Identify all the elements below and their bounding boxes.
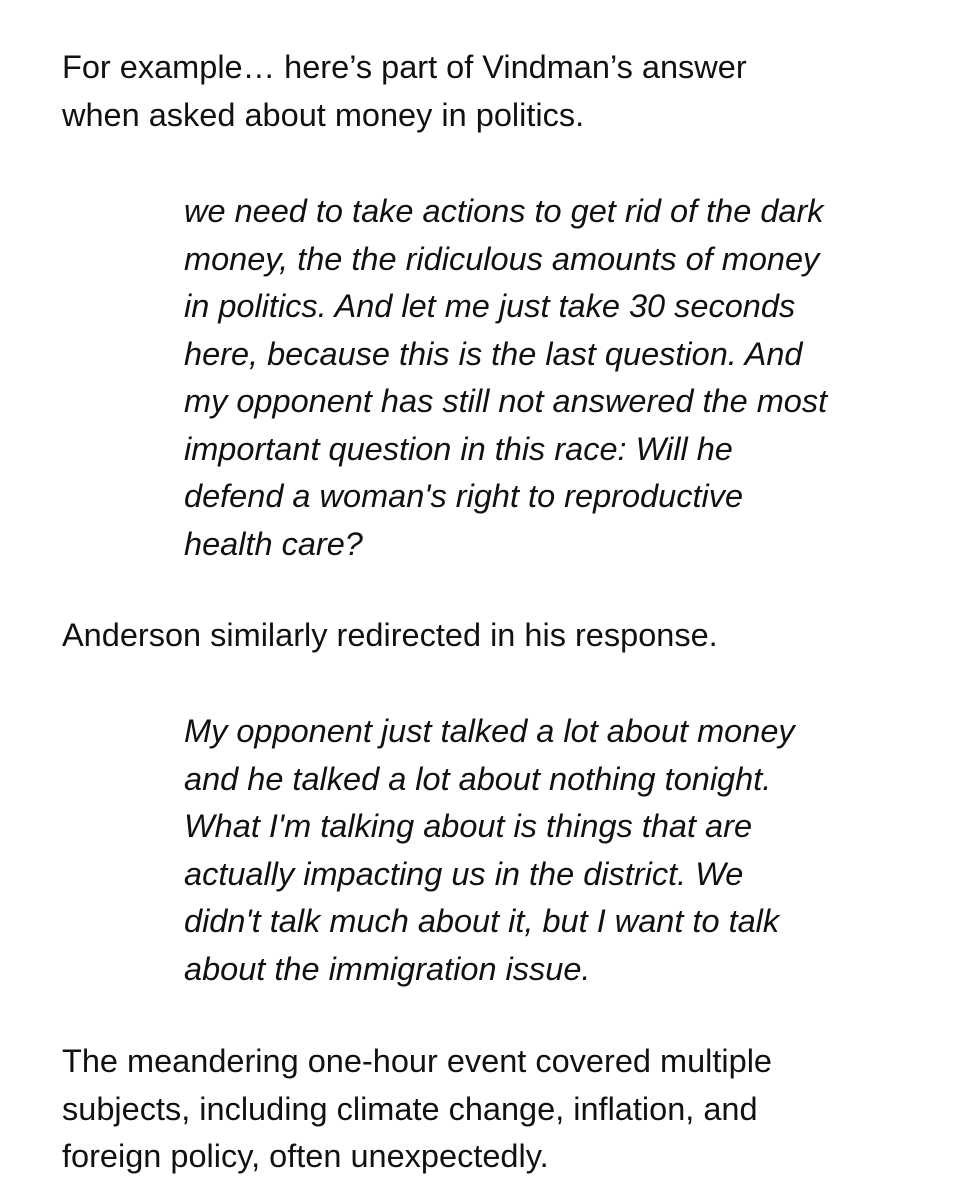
- quote-line: we need to take actions to get rid of the dark: [184, 193, 824, 229]
- quote-line: My opponent just talked a lot about money: [184, 713, 795, 749]
- text-line: when asked about money in politics.: [62, 96, 585, 133]
- text-line: Anderson similarly redirected in his response.: [62, 617, 718, 653]
- anderson-intro-paragraph: [62, 612, 922, 660]
- quote-line: important question in this race: Will he: [184, 430, 733, 467]
- text-line: The meandering one-hour event covered multiple: [62, 1043, 773, 1079]
- quote-line: about the immigration issue.: [184, 950, 591, 987]
- quote-line: in politics. And let me just take 30 seconds: [184, 288, 796, 324]
- anderson-quote: [184, 708, 944, 993]
- vindman-quote: [184, 188, 944, 568]
- quote-line: and he talked a lot about nothing tonight.: [184, 760, 772, 797]
- quote-line: defend a woman's right to reproductive: [184, 478, 744, 514]
- quote-line: What I'm talking about is things that are: [184, 808, 753, 844]
- text-line: subjects, including climate change, inflation, and: [62, 1090, 758, 1127]
- quote-line: actually impacting us in the district. We: [184, 855, 744, 892]
- quote-line: health care?: [184, 525, 363, 562]
- closing-paragraph: [62, 1038, 922, 1181]
- quote-line: money, the the ridiculous amounts of money: [184, 240, 820, 277]
- intro-paragraph: [62, 44, 922, 139]
- quote-line: my opponent has still not answered the most: [184, 383, 828, 419]
- quote-line: didn't talk much about it, but I want to talk: [184, 903, 780, 939]
- text-line: foreign policy, often unexpectedly.: [62, 1138, 549, 1174]
- quote-line: here, because this is the last question. And: [184, 335, 803, 372]
- text-line: For example… here’s part of Vindman’s answer: [62, 49, 747, 85]
